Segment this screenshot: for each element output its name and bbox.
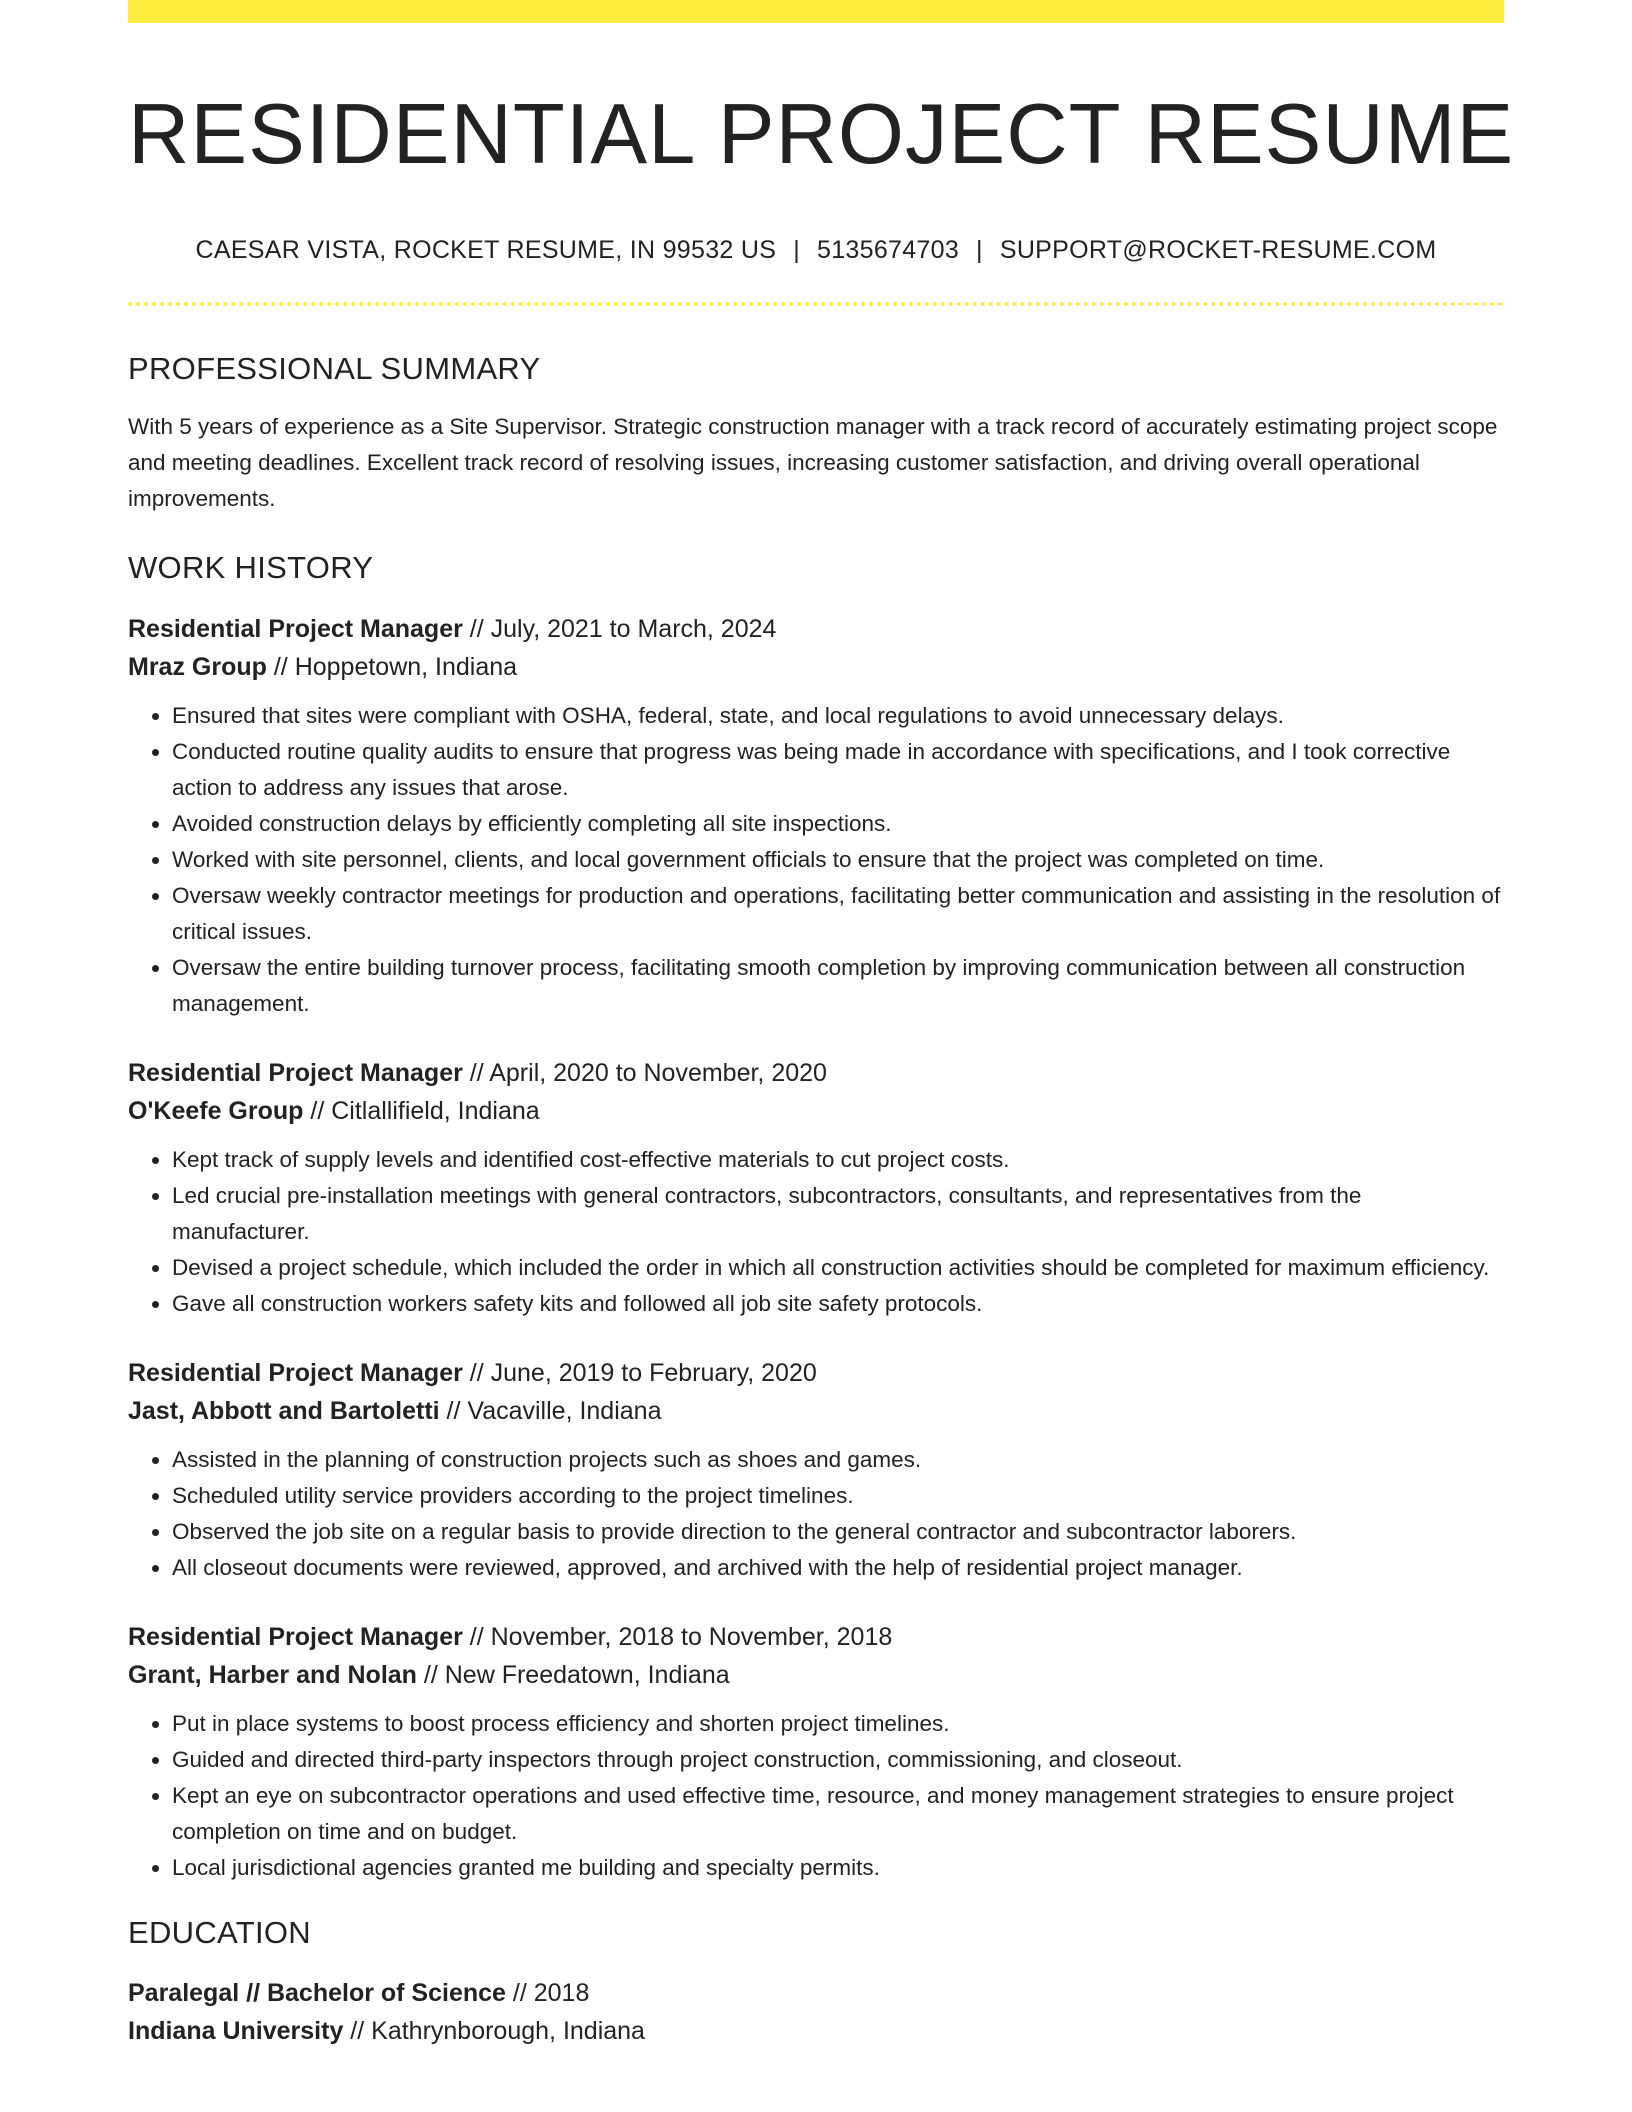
education-location: // Kathrynborough, Indiana xyxy=(343,2016,645,2045)
job-bullet-list xyxy=(128,1142,1504,1322)
work-history-list xyxy=(128,610,1504,1886)
job-title-line xyxy=(128,610,1504,648)
contact-email: SUPPORT@ROCKET-RESUME.COM xyxy=(999,236,1437,264)
dotted-divider xyxy=(128,302,1504,306)
job-entry xyxy=(128,610,1504,1022)
job-entry xyxy=(128,1618,1504,1886)
contact-line xyxy=(128,236,1504,265)
job-company-line xyxy=(128,1656,1504,1694)
job-entry xyxy=(128,1054,1504,1322)
job-company: O'Keefe Group xyxy=(128,1097,304,1126)
job-position: Residential Project Manager xyxy=(128,1623,463,1652)
summary-heading: PROFESSIONAL SUMMARY xyxy=(128,351,541,386)
job-bullet-list xyxy=(128,1706,1504,1886)
job-bullet: • Ensured that sites were compliant with OSHA, federal, state, and local regulations to avoid unnecessary delays. xyxy=(172,698,1504,734)
contact-phone: 5135674703 xyxy=(817,236,960,264)
job-bullet: • Oversaw the entire building turnover process, facilitating smooth completion by improving communication between all construction management. xyxy=(172,950,1504,1022)
job-bullet: • Avoided construction delays by efficiently completing all site inspections. xyxy=(172,806,1504,842)
job-company: Grant, Harber and Nolan xyxy=(128,1661,417,1690)
job-bullet: • Gave all construction workers safety kits and followed all job site safety protocols. xyxy=(172,1286,1504,1322)
education-school: Indiana University xyxy=(128,2016,344,2045)
job-location: // Citlallifield, Indiana xyxy=(303,1097,540,1126)
job-title-line xyxy=(128,1618,1504,1656)
accent-top-bar xyxy=(128,0,1504,23)
job-bullet: • Worked with site personnel, clients, and local government officials to ensure that the project was completed on time. xyxy=(172,842,1504,878)
job-title-line xyxy=(128,1354,1504,1392)
job-position: Residential Project Manager xyxy=(128,1059,463,1088)
job-company-line xyxy=(128,1392,1504,1430)
job-title-line xyxy=(128,1054,1504,1092)
job-bullet: • Oversaw weekly contractor meetings for production and operations, facilitating better communication and assisting in the resolution of critical issues. xyxy=(172,878,1504,950)
job-company-line xyxy=(128,648,1504,686)
job-bullet-list xyxy=(128,1442,1504,1586)
contact-address: CAESAR VISTA, ROCKET RESUME, IN 99532 US xyxy=(195,236,777,264)
job-bullet: • Led crucial pre-installation meetings with general contractors, subcontractors, consultants, and representatives from the manufacturer. xyxy=(172,1178,1504,1250)
job-bullet: • Guided and directed third-party inspectors through project construction, commissioning, and closeout. xyxy=(172,1742,1504,1778)
job-bullet: • Conducted routine quality audits to ensure that progress was being made in accordance with specifications, and I took corrective action to address any issues that arose. xyxy=(172,734,1504,806)
job-dates: // June, 2019 to February, 2020 xyxy=(462,1359,817,1388)
job-company-line xyxy=(128,1092,1504,1130)
resume-page xyxy=(128,0,1515,2050)
education-degree: Paralegal // Bachelor of Science xyxy=(128,1978,506,2007)
job-bullet-list xyxy=(128,698,1504,1022)
job-dates: // July, 2021 to March, 2024 xyxy=(462,615,777,644)
contact-separator: | xyxy=(976,236,983,264)
job-bullet: • Observed the job site on a regular basis to provide direction to the general contractor and subcontractor laborers. xyxy=(172,1514,1504,1550)
job-bullet: • Kept track of supply levels and identified cost-effective materials to cut project costs. xyxy=(172,1142,1504,1178)
job-bullet: • Assisted in the planning of construction projects such as shoes and games. xyxy=(172,1442,1504,1478)
job-bullet: • Scheduled utility service providers according to the project timelines. xyxy=(172,1478,1504,1514)
job-position: Residential Project Manager xyxy=(128,615,463,644)
contact-separator: | xyxy=(793,236,800,264)
job-company: Jast, Abbott and Bartoletti xyxy=(128,1397,440,1426)
education-heading: EDUCATION xyxy=(128,1915,311,1951)
job-bullet: • All closeout documents were reviewed, approved, and archived with the help of residential project manager. xyxy=(172,1550,1504,1586)
summary-text: With 5 years of experience as a Site Supervisor. Strategic construction manager with a track record of accurately estimating project scope and meeting deadlines. Excellent track record of resolving issues, increasing customer satisfaction, and driving overall operational improvements. xyxy=(128,414,1498,512)
job-bullet: • Devised a project schedule, which included the order in which all construction activities should be completed for maximum efficiency. xyxy=(172,1250,1504,1286)
education-school-line xyxy=(128,2012,1504,2050)
resume-title: RESIDENTIAL PROJECT RESUME xyxy=(128,87,1515,182)
job-location: // New Freedatown, Indiana xyxy=(416,1661,730,1690)
job-bullet: • Put in place systems to boost process efficiency and shorten project timelines. xyxy=(172,1706,1504,1742)
job-location: // Vacaville, Indiana xyxy=(439,1397,662,1426)
education-year: // 2018 xyxy=(505,1978,590,2007)
job-position: Residential Project Manager xyxy=(128,1359,463,1388)
job-bullet: • Local jurisdictional agencies granted me building and specialty permits. xyxy=(172,1850,1504,1886)
job-dates: // November, 2018 to November, 2018 xyxy=(462,1623,893,1652)
education-entry xyxy=(128,1974,1504,2050)
job-bullet: • Kept an eye on subcontractor operations and used effective time, resource, and money management strategies to ensure project completion on time and on budget. xyxy=(172,1778,1504,1850)
job-dates: // April, 2020 to November, 2020 xyxy=(462,1059,827,1088)
job-entry xyxy=(128,1354,1504,1586)
work-history-heading: WORK HISTORY xyxy=(128,550,374,586)
job-location: // Hoppetown, Indiana xyxy=(266,653,518,682)
job-company: Mraz Group xyxy=(128,653,267,682)
education-degree-line xyxy=(128,1974,1504,2012)
